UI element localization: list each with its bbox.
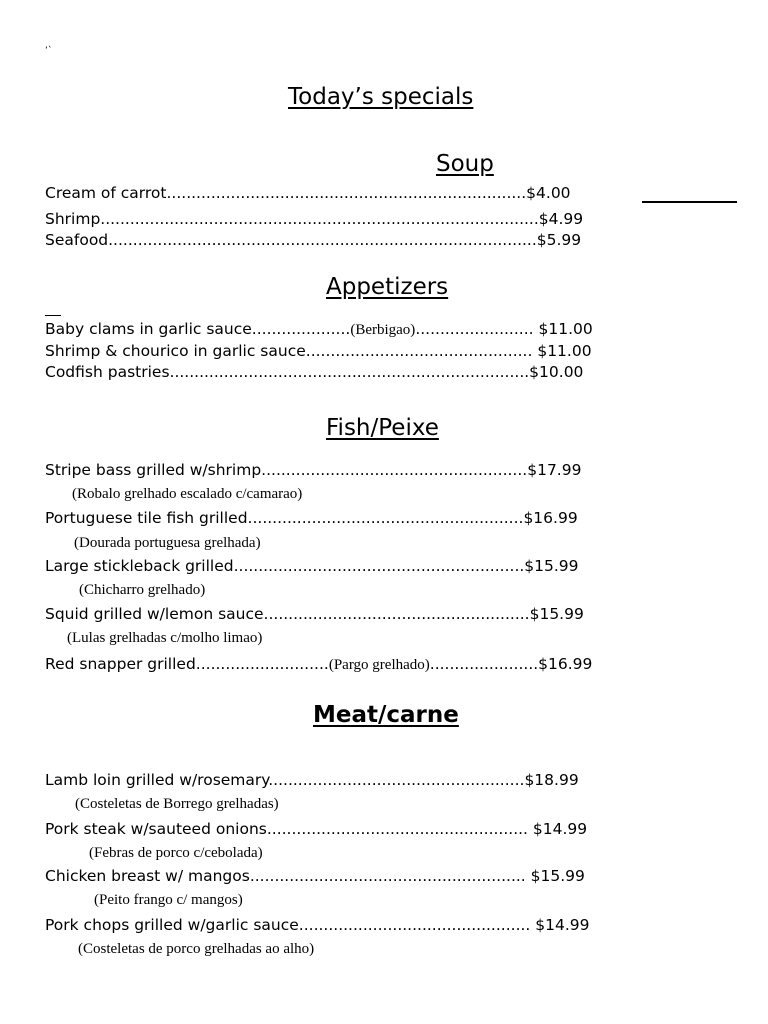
- menu-item-subtitle: (Febras de porco c/cebolada): [89, 845, 263, 861]
- menu-item-squid: Squid grilled w/lemon sauce......................................................$15.99: [45, 605, 584, 623]
- item-main: Baby clams in garlic sauce....................: [45, 320, 351, 338]
- menu-item-pork-steak: Pork steak w/sauteed onions..................................................... $14.99: [45, 820, 588, 838]
- item-price: ......................$16.99: [429, 655, 593, 673]
- menu-item-subtitle: (Costeletas de Borrego grelhadas): [75, 796, 279, 812]
- menu-item-subtitle: (Chicharro grelhado): [79, 582, 206, 598]
- menu-item-lamb-loin: Lamb loin grilled w/rosemary....................................................$18.99: [45, 771, 579, 789]
- menu-item-subtitle: (Dourada portuguesa grelhada): [74, 535, 261, 551]
- menu-item-tile-fish: Portuguese tile fish grilled........................................................$16.99: [45, 509, 578, 527]
- menu-item-stickleback: Large stickleback grilled...........................................................$15.99: [45, 557, 579, 575]
- menu-item-subtitle: (Costeletas de porco grelhadas ao alho): [78, 941, 315, 957]
- menu-item-seafood-soup: Seafood.......................................................................................$5.99: [45, 231, 582, 249]
- short-rule: [45, 315, 61, 316]
- menu-item-stripe-bass: Stripe bass grilled w/shrimp......................................................$17.99: [45, 461, 582, 479]
- menu-item-codfish-pastries: Codfish pastries.........................................................................$10.00: [45, 363, 584, 381]
- underline-rule: [642, 201, 737, 203]
- menu-item-shrimp-soup: Shrimp.........................................................................................$4.99: [45, 210, 584, 228]
- menu-item-chicken-breast: Chicken breast w/ mangos........................................................ $15.99: [45, 867, 585, 885]
- menu-item-shrimp-chourico: Shrimp & chourico in garlic sauce.............................................. $11.00: [45, 342, 592, 360]
- menu-item-cream-of-carrot: Cream of carrot.........................................................................$4.00: [45, 184, 571, 202]
- meat-heading: Meat/carne: [313, 702, 459, 728]
- menu-item-pork-chops: Pork chops grilled w/garlic sauce............................................... $14.99: [45, 916, 590, 934]
- page-title: Today’s specials: [288, 84, 474, 110]
- item-main: Red snapper grilled...........................: [45, 655, 329, 673]
- menu-item-subtitle: (Lulas grelhadas c/molho limao): [67, 630, 263, 646]
- item-portuguese-name: (Pargo grelhado): [328, 657, 430, 673]
- item-portuguese-name: (Berbigao): [350, 322, 416, 338]
- menu-item-red-snapper: [45, 654, 592, 674]
- menu-item-subtitle: (Peito frango c/ mangos): [94, 892, 243, 908]
- stray-mark: ʻˋ: [45, 46, 53, 56]
- item-price: ........................ $11.00: [415, 320, 593, 338]
- menu-item-subtitle: (Robalo grelhado escalado c/camarao): [72, 486, 303, 502]
- appetizers-heading: Appetizers: [326, 274, 449, 300]
- soup-heading: Soup: [436, 151, 494, 177]
- menu-item-baby-clams: [45, 319, 593, 339]
- fish-heading: Fish/Peixe: [326, 415, 439, 441]
